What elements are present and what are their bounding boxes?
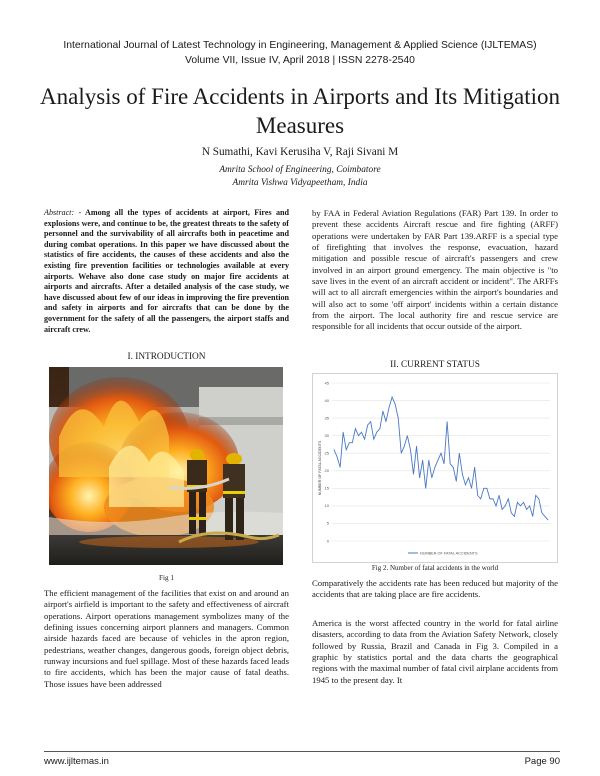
chart-data-point xyxy=(468,477,469,478)
chart-data-point xyxy=(477,495,478,496)
footer-website[interactable]: www.ijltemas.in xyxy=(44,756,109,767)
chart-y-tick-label: 40 xyxy=(324,397,329,403)
chart-data-point xyxy=(358,435,359,436)
chart-data-point xyxy=(395,404,396,405)
chart-y-axis-label: NUMBER OF FATAL ACCIDENTS xyxy=(318,440,322,496)
chart-data-point xyxy=(548,520,549,521)
chart-y-tick-label: 5 xyxy=(326,520,329,526)
chart-data-point xyxy=(480,499,481,500)
chart-data-point xyxy=(367,425,368,426)
chart-data-point xyxy=(447,421,448,422)
chart-data-point xyxy=(499,495,500,496)
chart-data-point xyxy=(520,506,521,507)
chart-data-point xyxy=(428,460,429,461)
chart-data-point xyxy=(431,477,432,478)
america-paragraph: America is the worst affected country in the world for fatal airline disasters, according to data from the Aviation Safety Network, closely followed by Russia, Brazil and Canada in Fig 3. Compiled in a graphic by statistics portal and the data charts the geographical regions with the maximal number of fatal civil airplane accidents from 1945 to the present day. It xyxy=(312,618,558,685)
abstract-label: Abstract: - xyxy=(44,208,82,217)
chart-data-point xyxy=(334,449,335,450)
chart-data-point xyxy=(425,488,426,489)
chart-y-tick-label: 25 xyxy=(324,450,329,456)
chart-data-point xyxy=(511,513,512,514)
chart-data-point xyxy=(361,432,362,433)
section-heading-introduction: I. INTRODUCTION xyxy=(127,352,206,362)
chart-data-point xyxy=(456,481,457,482)
chart-data-point xyxy=(508,499,509,500)
paper-title: Analysis of Fire Accidents in Airports and Its Mitigation Measures xyxy=(40,84,561,138)
chart-data-point xyxy=(493,499,494,500)
chart-data-point xyxy=(529,506,530,507)
journal-name: International Journal of Latest Technology in Engineering, Management & Applied Science (IJLTEMAS) xyxy=(63,40,537,51)
chart-data-point xyxy=(535,495,536,496)
chart-data-point xyxy=(523,502,524,503)
chart-data-point xyxy=(532,516,533,517)
chart-data-point xyxy=(346,449,347,450)
chart-data-point xyxy=(542,513,543,514)
chart-data-point xyxy=(435,467,436,468)
fatal-accidents-chart xyxy=(312,373,558,563)
chart-data-point xyxy=(538,499,539,500)
chart-data-point xyxy=(364,439,365,440)
affiliation-line-1: Amrita School of Engineering, Coimbatore xyxy=(219,165,381,175)
chart-data-point xyxy=(355,428,356,429)
chart-data-point xyxy=(340,467,341,468)
chart-data-point xyxy=(392,397,393,398)
chart-y-tick-label: 0 xyxy=(326,538,329,544)
abstract-text: Among all the types of accidents at airport, Fires and explosions were, and continue to be, the greatest threats to the safety of personnel and the survivability of all aircrafts both in peacetime and during combat operations. In this paper we have discussed about the statistics of fire accidents, the causes of these accidents and also the existing fire prevention facilities or technologies available at every airports. Wehave also done case study on major fire accidents at airports and aircrafts. After a detailed analysis of the case study, we have discussed about few of our ideas in improving the fire prevention and safety in airports and for aircrafts that can be done by the government for the safety of all the passengers, the airport staffs and aircraft crew. xyxy=(44,208,289,334)
chart-y-tick-label: 20 xyxy=(324,468,329,474)
chart-data-point xyxy=(545,516,546,517)
chart-data-point xyxy=(471,488,472,489)
paper-authors: N Sumathi, Kavi Kerusiha V, Raji Sivani M xyxy=(201,146,399,158)
arff-paragraph: by FAA in Federal Aviation Regulations (FAR) Part 139. In order to prevent these accidents Aircraft rescue and fire fighting (ARFF) operations were undertaken by FAR Part 139.ARFF is a special type of firefighting that involves the response, evacuation, hazard mitigation and possible rescue of aircraft's passengers and crew involved in an airport ground emergency. The main objective is "to save lives in the event of an aircraft accident or incident". The ARFFs will act to all aircraft emergencies within the airport's boundaries and will also act to some 'off airport' incidents within a certain distance from the airport. The local authority fire and rescue service are responsible for all incidents that occur outside of the airport. xyxy=(312,208,558,332)
chart-data-point xyxy=(422,460,423,461)
accident-rate-paragraph: Comparatively the accidents rate has been reduced but majority of the accidents that are taking place are fire accidents. xyxy=(312,578,558,600)
chart-data-point xyxy=(386,421,387,422)
abstract xyxy=(44,208,289,335)
chart-legend-label: NUMBER OF FATAL ACCIDENTS xyxy=(420,551,478,556)
chart-data-point xyxy=(441,453,442,454)
chart-data-point xyxy=(487,488,488,489)
chart-data-point xyxy=(505,506,506,507)
chart-data-point xyxy=(398,418,399,419)
chart-data-point xyxy=(450,463,451,464)
figure-1-caption: Fig 1 xyxy=(159,574,174,582)
chart-data-point xyxy=(462,474,463,475)
chart-data-point xyxy=(376,432,377,433)
chart-data-point xyxy=(410,449,411,450)
chart-data-point xyxy=(337,456,338,457)
chart-data-point xyxy=(401,453,402,454)
chart-data-point xyxy=(419,477,420,478)
chart-data-point xyxy=(526,509,527,510)
chart-data-point xyxy=(389,407,390,408)
chart-data-point xyxy=(474,467,475,468)
chart-data-point xyxy=(514,516,515,517)
journal-header xyxy=(0,38,600,68)
affiliation-line-2: Amrita Vishwa Vidyapeetham, India xyxy=(232,177,368,188)
chart-y-tick-label: 35 xyxy=(324,415,329,421)
chart-data-point xyxy=(407,435,408,436)
footer-page-number: Page 90 xyxy=(524,756,560,767)
figure-2-caption: Fig 2. Number of fatal accidents in the world xyxy=(371,564,499,572)
affiliation xyxy=(0,164,600,189)
chart-y-tick-label: 15 xyxy=(324,485,329,491)
fire-training-photo xyxy=(49,367,283,565)
journal-volume: Volume VII, Issue IV, April 2018 | ISSN 2278-2540 xyxy=(185,55,415,66)
chart-data-point xyxy=(370,421,371,422)
chart-data-point xyxy=(413,474,414,475)
chart-data-point xyxy=(373,439,374,440)
chart-data-point xyxy=(496,506,497,507)
chart-data-point xyxy=(444,463,445,464)
chart-data-point xyxy=(416,446,417,447)
footer-rule xyxy=(44,751,560,752)
intro-paragraph: The efficient management of the facilities that exist on and around an airport's airfield is important to the safety and effectiveness of aircraft operations. Airport operations management symbolizes many of the defining issues concerning airport planners and managers. Common airside hazards faced are because of vehicles in the apron region, pedestrians, weather changes, dangerous goods, foreign object debris, runway incursions and fuel spillage. Most of these hazards faced leads to fire accidents, which has been the major cause of fatal deaths. Those issues have been addressed xyxy=(44,588,289,689)
chart-data-point xyxy=(343,432,344,433)
chart-y-tick-label: 30 xyxy=(324,432,329,438)
chart-data-point xyxy=(380,428,381,429)
chart-data-point xyxy=(459,453,460,454)
chart-y-tick-label: 10 xyxy=(324,503,329,509)
chart-data-point xyxy=(453,467,454,468)
chart-data-point xyxy=(352,442,353,443)
chart-data-point xyxy=(502,509,503,510)
chart-data-point xyxy=(383,411,384,412)
section-heading-current-status: II. CURRENT STATUS xyxy=(390,360,480,370)
chart-data-point xyxy=(349,442,350,443)
chart-data-point xyxy=(438,460,439,461)
chart-data-point xyxy=(404,446,405,447)
chart-data-point xyxy=(465,484,466,485)
chart-data-point xyxy=(490,499,491,500)
chart-data-point xyxy=(517,502,518,503)
chart-data-point xyxy=(483,488,484,489)
chart-y-tick-label: 45 xyxy=(324,380,329,386)
